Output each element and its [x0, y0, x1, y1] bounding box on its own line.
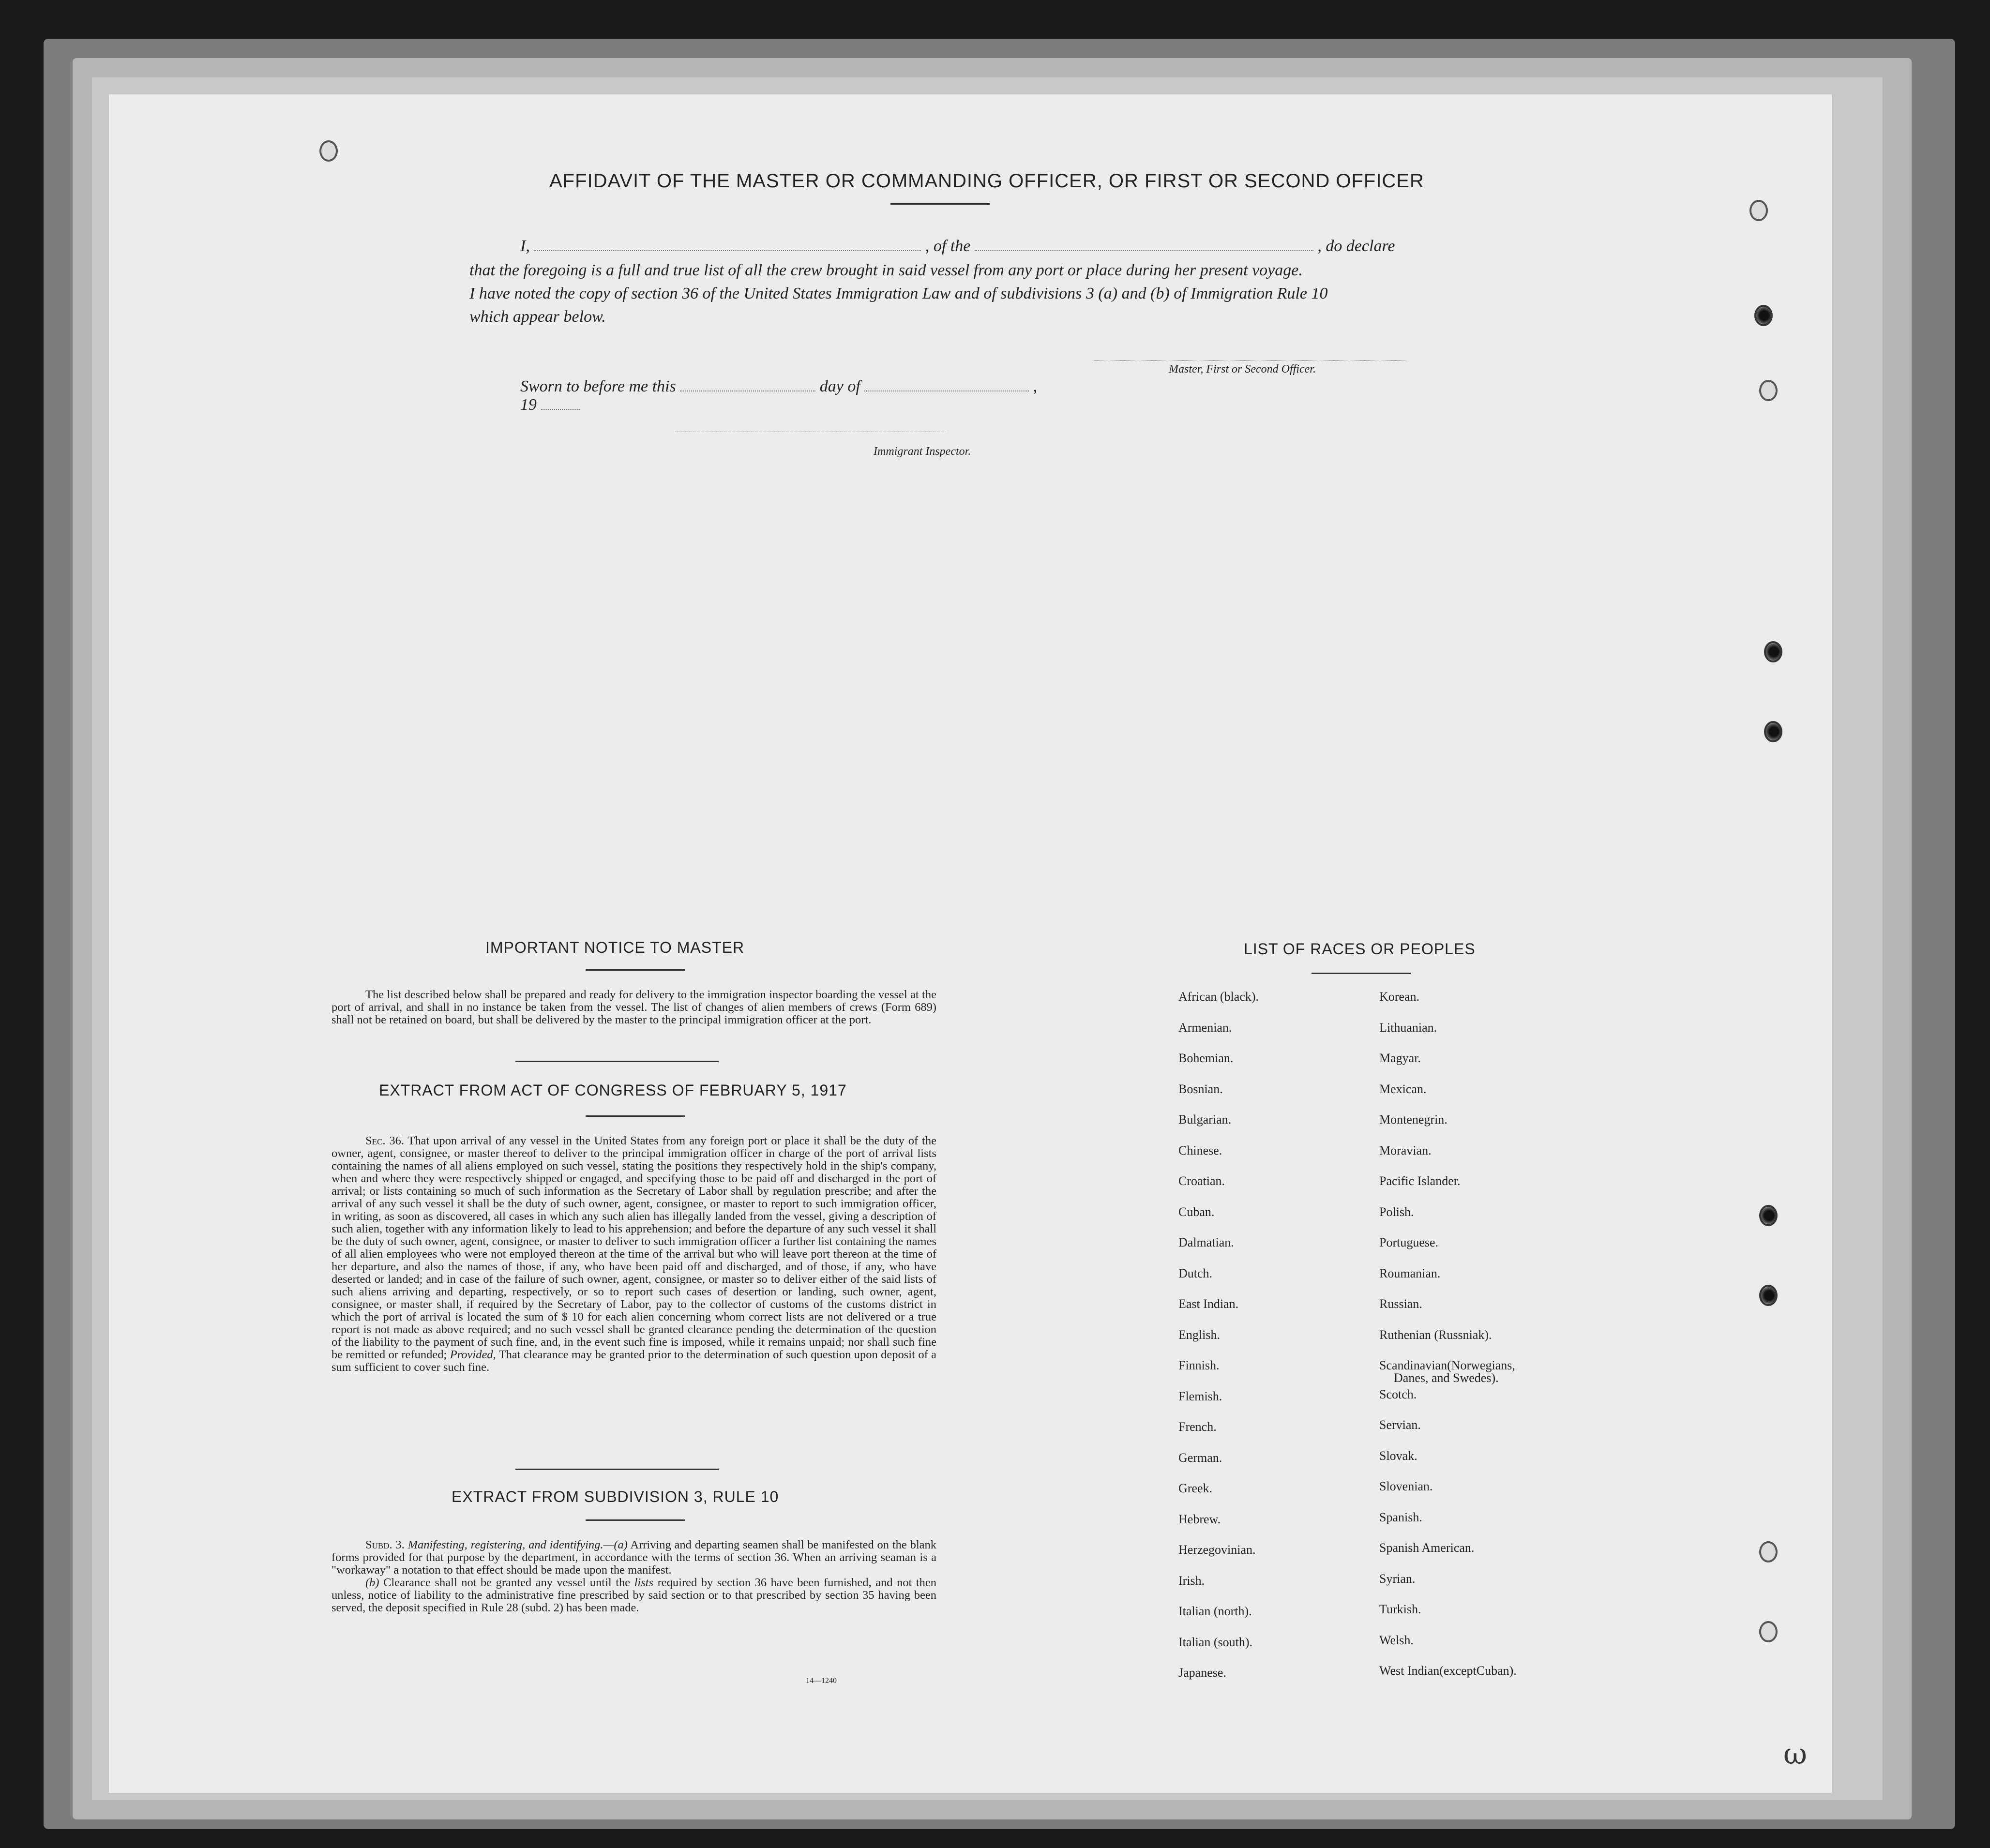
rule-heading: EXTRACT FROM SUBDIVISION 3, RULE 10: [452, 1488, 779, 1505]
race-item: Magyar.: [1379, 1051, 1421, 1065]
act-rule: [586, 1115, 685, 1117]
act-body-end: That clearance may be granted prior to the determination of such question upon deposit of a sum sufficient to cover such fine.: [332, 1348, 937, 1374]
form-number: 14—1240: [806, 1677, 837, 1685]
signature-label: Master, First or Second Officer.: [1169, 363, 1316, 376]
race-item: Slovak.: [1379, 1448, 1417, 1463]
race-item: Pacific Islander.: [1379, 1174, 1461, 1188]
binder-hole-icon: [1754, 305, 1773, 326]
race-item: Syrian.: [1379, 1571, 1416, 1586]
race-item: Moravian.: [1379, 1143, 1432, 1157]
race-item: Scotch.: [1379, 1387, 1417, 1401]
race-item: Bohemian.: [1178, 1051, 1234, 1065]
document-page: [109, 94, 1832, 1793]
race-item: East Indian.: [1178, 1297, 1239, 1311]
race-item: Polish.: [1379, 1204, 1414, 1219]
race-item: Slovenian.: [1379, 1479, 1433, 1493]
race-item: Bulgarian.: [1178, 1112, 1232, 1127]
notice-heading: IMPORTANT NOTICE TO MASTER: [485, 939, 745, 956]
name-blank: [534, 250, 921, 251]
declare-do-declare: , do declare: [1317, 237, 1395, 255]
rule-paragraph-b: [332, 1577, 936, 1614]
race-item: Russian.: [1379, 1297, 1422, 1311]
title-rule: [890, 203, 990, 205]
race-item: Italian (south).: [1178, 1635, 1253, 1649]
race-item: Korean.: [1379, 990, 1420, 1004]
affidavit-line-3: I have noted the copy of section 36 of the United States Immigration Law and of subdivisions 3 (a) and (b) of Immigration Rule 10: [469, 285, 1328, 302]
race-item: German.: [1178, 1450, 1222, 1465]
binder-hole-icon: [1759, 1285, 1778, 1306]
notice-bottom-rule: [515, 1061, 719, 1062]
race-item: Greek.: [1178, 1481, 1213, 1495]
sworn-day-of: day of: [819, 377, 860, 395]
race-item: Spanish American.: [1379, 1541, 1475, 1555]
race-item: Montenegrin.: [1379, 1112, 1447, 1127]
race-item: Finnish.: [1178, 1358, 1220, 1372]
affidavit-declare-line: [520, 237, 1522, 255]
race-item: Dalmatian.: [1178, 1235, 1234, 1249]
binder-hole-icon: [1764, 721, 1782, 742]
notice-rule: [586, 969, 685, 971]
races-column-1: [1178, 990, 1362, 1697]
rule-text-a: Arriving and departing seamen shall be manifested on the blank forms provided for that purpose by the department, in accordance with the terms of section 36. When an arriving seaman is a "workaway" a notation to that effect should be made upon the manifest.: [332, 1538, 936, 1577]
act-sec: Sec. 36.: [365, 1134, 404, 1147]
races-rule: [1312, 973, 1411, 974]
race-item: Flemish.: [1178, 1389, 1222, 1403]
binder-hole-icon: [1759, 380, 1778, 401]
race-item: Armenian.: [1178, 1020, 1232, 1035]
margin-mark: ω: [1783, 1737, 1807, 1771]
vessel-blank: [975, 250, 1313, 251]
rule-subd: Subd. 3.: [365, 1538, 405, 1551]
affidavit-title: AFFIDAVIT OF THE MASTER OR COMMANDING OFFICER, OR FIRST OR SECOND OFFICER: [549, 170, 1424, 192]
act-heading: EXTRACT FROM ACT OF CONGRESS OF FEBRUARY 5, 1917: [379, 1082, 847, 1099]
year-blank: [541, 409, 580, 410]
race-item: Japanese.: [1178, 1666, 1226, 1680]
race-item: Servian.: [1379, 1418, 1421, 1432]
affidavit-line-2: that the foregoing is a full and true list of all the crew brought in said vessel from any port or place during her present voyage.: [469, 261, 1303, 279]
race-item: Dutch.: [1178, 1266, 1213, 1280]
notice-paragraph: The list described below shall be prepared and ready for delivery to the immigration inspector boarding the vessel at the port of arrival, and shall in no instance be taken from the vessel. The list of changes of alien members of crews (Form 689) shall not be retained on board, but shall be delivered by the master to the principal immigration officer at the port.: [332, 988, 936, 1026]
rule-lists-word: lists: [634, 1576, 654, 1589]
race-item: Italian (north).: [1178, 1604, 1252, 1618]
rule-text: [332, 1539, 936, 1614]
race-item: Roumanian.: [1379, 1266, 1441, 1280]
races-heading: LIST OF RACES OR PEOPLES: [1244, 940, 1476, 958]
inspector-label: Immigrant Inspector.: [874, 445, 971, 458]
race-item: Portuguese.: [1379, 1235, 1439, 1249]
declare-of-the: , of the: [925, 237, 971, 255]
race-item: Chinese.: [1178, 1143, 1222, 1157]
sworn-prefix: Sworn to before me this: [520, 377, 676, 395]
binder-hole-icon: [319, 140, 338, 162]
act-text: [332, 1135, 936, 1374]
rule-b-label: (b): [365, 1576, 379, 1589]
race-item: Bosnian.: [1178, 1082, 1223, 1096]
race-item: Irish.: [1178, 1573, 1205, 1588]
race-item: Croatian.: [1178, 1174, 1225, 1188]
race-item: Lithuanian.: [1379, 1020, 1437, 1035]
rule-subd-title: Manifesting, registering, and identifying.—(a): [407, 1538, 628, 1551]
race-item: Cuban.: [1178, 1204, 1215, 1219]
binder-hole-icon: [1759, 1205, 1778, 1226]
rule-paragraph-a: [332, 1539, 936, 1577]
race-item-continued: Danes, and Swedes).: [1394, 1370, 1499, 1385]
race-item: Turkish.: [1379, 1602, 1421, 1616]
binder-hole-icon: [1759, 1621, 1778, 1642]
race-item: Hebrew.: [1178, 1512, 1221, 1526]
race-item: Welsh.: [1379, 1633, 1414, 1647]
races-column-2: [1379, 990, 1583, 1695]
act-body: That upon arrival of any vessel in the United States from any foreign port or place it shall be the duty of the owner, agent, consignee, or master thereof to deliver to the principal immigration officer in charge of the port of arrival lists containing the names of all aliens employed on such vessel, stating the positions they respectively hold in the ship's company, when and where they were respectively shipped or engaged, and specifying those to be paid off and discharged in the port of arrival; or lists containing so much of such information as the Secretary of Labor shall by regulation prescribe; and after the arrival of any such vessel it shall be the duty of such owner, agent, consignee, or master to report to such immigration officer, in writing, as soon as discovered, all cases in which any such alien has illegally landed from the vessel, giving a description of such alien, together with any information likely to lead to his apprehension; and before the departure of any such vessel it shall be the duty of such owner, agent, consignee, or master to deliver to such immigration officer a further list containing the names of all alien employees who were not employed thereon at the time of the arrival but who will leave port thereon at the time of her departure, and also the names of those, if any, who have been paid off and discharged, and of those, if any, who have deserted or landed; and in case of the failure of such owner, agent, consignee, or master so to deliver either of the said lists of such aliens arriving and departing, respectively, or so to report such cases of desertion or landing, such owner, agent, consignee, or master shall, if required by the Secretary of Labor, pay to the collector of customs of the customs district in which the port of arrival is located the sum of $ 10 for each alien concerning whom correct lists are not delivered or a true report is not made as above required; and no such vessel shall be granted clearance pending the determination of the question of the liability to the payment of such fine, and, in the event such fine is imposed, while it remains unpaid; nor shall such fine be remitted or refunded;: [332, 1134, 936, 1361]
binder-hole-icon: [1759, 1541, 1778, 1563]
declare-i: I,: [520, 237, 530, 255]
binder-hole-icon: [1764, 641, 1782, 662]
rule-text-b1: Clearance shall not be granted any vessel until the: [383, 1576, 631, 1589]
race-item: Herzegovinian.: [1178, 1543, 1256, 1557]
sworn-line: [520, 377, 1053, 414]
sworn-year: , 19: [520, 377, 1038, 414]
rule-rule: [586, 1519, 685, 1521]
race-item: French.: [1178, 1420, 1217, 1434]
act-paragraph: [332, 1135, 936, 1374]
binder-hole-icon: [1749, 200, 1768, 221]
affidavit-line-4: which appear below.: [469, 308, 606, 326]
notice-text: [332, 989, 936, 1026]
act-bottom-rule: [515, 1469, 719, 1470]
race-item: Ruthenian (Russniak).: [1379, 1327, 1492, 1342]
race-item: Mexican.: [1379, 1082, 1427, 1096]
race-item: English.: [1178, 1327, 1220, 1342]
race-item: African (black).: [1178, 990, 1259, 1004]
race-item: Scandinavian(Norwegians,: [1379, 1358, 1515, 1372]
race-item: West Indian(exceptCuban).: [1379, 1664, 1517, 1678]
race-item: Spanish.: [1379, 1510, 1422, 1524]
rule-text-b2: required by section 36 have been furnished, and not then unless, notice of liability to the administrative fine prescribed by said section or to that prescribed by section 35 having been served, the deposit specified in Rule 28 (subd. 2) has been made.: [332, 1576, 936, 1614]
act-provided: Provided,: [450, 1348, 496, 1361]
